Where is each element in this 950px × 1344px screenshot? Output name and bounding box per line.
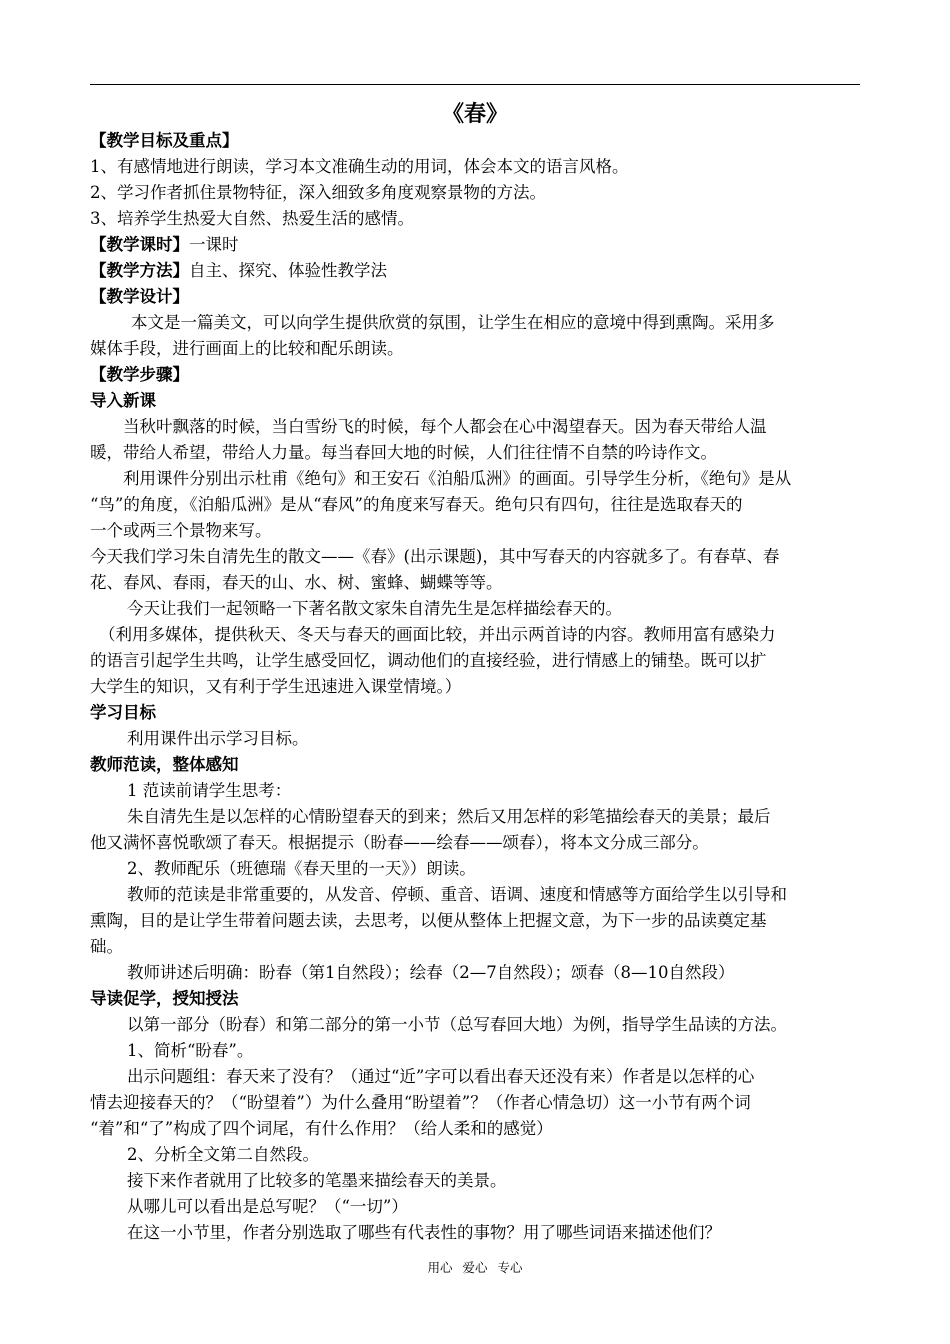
section-label: 【教学课时】 <box>90 235 189 254</box>
paragraph-line: 媒体手段，进行画面上的比较和配乐朗读。 <box>90 339 404 358</box>
paragraph-line: 花、春风、春雨，春天的山、水、树、蜜蜂、蝴蝶等等。 <box>90 573 503 592</box>
paragraph-line: 2、教师配乐（班德瑞《春天里的一天》）朗读。 <box>127 859 476 878</box>
paragraph-line: 本文是一篇美文，可以向学生提供欣赏的氛围，让学生在相应的意境中得到熏陶。采用多 <box>131 313 775 332</box>
paragraph-line: 大学生的知识，又有利于学生迅速进入课堂情境。） <box>90 677 462 696</box>
paragraph-line: 【教学步骤】 <box>90 365 189 384</box>
document-body <box>90 128 862 1246</box>
paragraph-line: 【教学设计】 <box>90 287 189 306</box>
paragraph-line: 教师的范读是非常重要的，从发音、停顿、重音、语调、速度和情感等方面给学生以引导和 <box>127 885 787 904</box>
paragraph-line: 【教学目标及重点】 <box>90 131 239 150</box>
paragraph-line: 利用课件分别出示杜甫《绝句》和王安石《泊船瓜洲》的画面。引导学生分析，《绝句》是从 <box>123 469 792 488</box>
section-value: 自主、探究、体验性教学法 <box>189 261 387 280</box>
paragraph-line: （利用多媒体，提供秋天、冬天与春天的画面比较，并出示两首诗的内容。教师用富有感染力 <box>99 625 776 644</box>
paragraph-line: 2、分析全文第二自然段。 <box>127 1145 319 1164</box>
paragraph-line: 出示问题组：春天来了没有？（通过“近”字可以看出春天还没有来）作者是以怎样的心 <box>127 1067 755 1086</box>
header-rule <box>90 84 860 85</box>
page-title: 《春》 <box>441 101 508 127</box>
paragraph-line: 在这一小节里，作者分别选取了哪些有代表性的事物？用了哪些词语来描述他们？ <box>127 1223 721 1242</box>
paragraph-line: 1、有感情地进行朗读，学习本文准确生动的用词，体会本文的语言风格。 <box>90 157 629 176</box>
paragraph-line: 教师讲述后明确：盼春（第1自然段）；绘春（2—7自然段）；颂春（8—10自然段） <box>127 963 735 982</box>
paragraph-line: 今天我们学习朱自清先生的散文——《春》(出示课题)，其中写春天的内容就多了。有春草、春 <box>90 547 780 566</box>
paragraph-line: 导入新课 <box>90 391 156 410</box>
paragraph-line: 导读促学，授知授法 <box>90 989 239 1008</box>
paragraph-line: “着”和“了”构成了四个词尾，有什么作用？（给人柔和的感觉） <box>90 1119 553 1138</box>
section-value: 一课时 <box>189 235 239 254</box>
page-footer: 用心 爱心 专心 <box>427 1260 523 1275</box>
paragraph-line: 朱自清先生是以怎样的心情盼望春天的到来；然后又用怎样的彩笔描绘春天的美景；最后 <box>127 807 771 826</box>
paragraph-line: 1 范读前请学生思考： <box>127 781 292 800</box>
paragraph-line: 3、培养学生热爱大自然、热爱生活的感情。 <box>90 209 414 228</box>
paragraph-line: 当秋叶飘落的时候，当白雪纷飞的时候，每个人都会在心中渴望春天。因为春天带给人温 <box>123 417 767 436</box>
paragraph-line: 础。 <box>90 937 123 956</box>
paragraph-line: 暖，带给人希望，带给人力量。每当春回大地的时候，人们往往情不自禁的吟诗作文。 <box>90 443 717 462</box>
paragraph-line <box>90 232 862 258</box>
paragraph-line: 熏陶，目的是让学生带着问题去读，去思考，以便从整体上把握文意，为下一步的品读奠定基 <box>90 911 767 930</box>
paragraph-line: 教师范读，整体感知 <box>90 755 239 774</box>
paragraph-line: 1、简析“盼春”。 <box>127 1041 254 1060</box>
paragraph-line: 2、学习作者抓住景物特征，深入细致多角度观察景物的方法。 <box>90 183 546 202</box>
paragraph-line: “鸟”的角度，《泊船瓜洲》是从“春风”的角度来写春天。绝句只有四句，往往是选取春天的 <box>90 495 743 514</box>
paragraph-line <box>90 258 862 284</box>
section-label: 【教学方法】 <box>90 261 189 280</box>
paragraph-line: 今天让我们一起领略一下著名散文家朱自清先生是怎样描绘春天的。 <box>127 599 622 618</box>
paragraph-line: 从哪儿可以看出是总写呢？（“一切”） <box>127 1197 408 1216</box>
paragraph-line: 他又满怀喜悦歌颂了春天。根据提示（盼春——绘春——颂春），将本文分成三部分。 <box>90 833 709 852</box>
paragraph-line: 以第一部分（盼春）和第二部分的第一小节（总写春回大地）为例，指导学生品读的方法。 <box>127 1015 787 1034</box>
paragraph-line: 的语言引起学生共鸣，让学生感受回忆，调动他们的直接经验，进行情感上的铺垫。既可以扩 <box>90 651 767 670</box>
paragraph-line: 情去迎接春天的？（“盼望着”）为什么叠用“盼望着”？（作者心情急切）这一小节有两个词 <box>90 1093 751 1112</box>
paragraph-line: 利用课件出示学习目标。 <box>127 729 309 748</box>
paragraph-line: 接下来作者就用了比较多的笔墨来描绘春天的美景。 <box>127 1171 507 1190</box>
paragraph-line: 学习目标 <box>90 703 156 722</box>
paragraph-line: 一个或两三个景物来写。 <box>90 521 272 540</box>
